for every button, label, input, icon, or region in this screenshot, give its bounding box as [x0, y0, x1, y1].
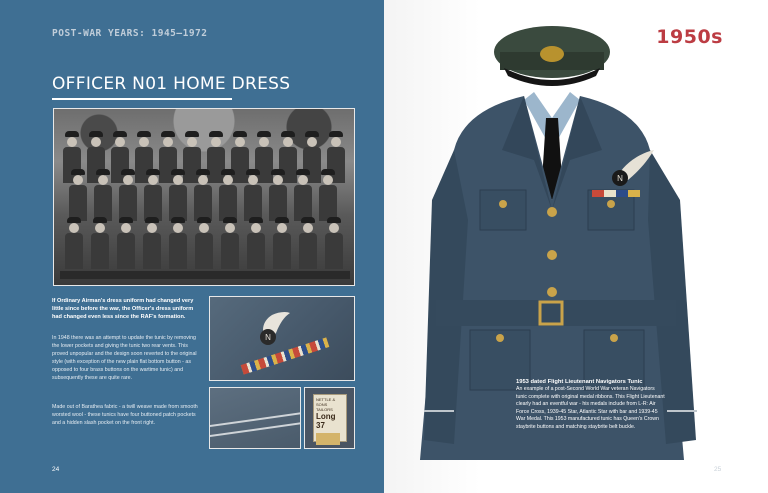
photo-officer [194, 217, 214, 269]
tailor-label-stamp [316, 433, 340, 445]
body-paragraph-1: In 1948 there was an attempt to update the tunic by removing the lower pockets and giving the tunic two rear vents. This proved unpopular and the design soon reverted to the original style (with exception of the new plain flat bottom button - as opposed to four brass buttons on the wartime tunic) and subsequently these are quite rare. [52, 335, 197, 381]
detail-photo-sleeve [209, 387, 301, 449]
photo-officer [268, 169, 288, 221]
page-number-left: 24 [52, 466, 60, 473]
photo-officer [143, 169, 163, 221]
era-badge: 1950s [656, 26, 723, 48]
svg-text:N: N [617, 174, 623, 183]
cuff-stripe-left [424, 410, 454, 412]
photo-officer [243, 169, 263, 221]
photo-officer [246, 217, 266, 269]
photo-officer [142, 217, 162, 269]
caption-title: 1953 dated Flight Lieutenant Navigators Tunic [516, 379, 643, 385]
photo-officer [298, 217, 318, 269]
tailor-label-size: Long 37 [316, 412, 336, 430]
svg-text:N: N [265, 333, 271, 342]
tailor-label [313, 394, 347, 442]
tailor-label-line-1: NETTLE & SONS [316, 397, 336, 407]
photo-officer [220, 217, 240, 269]
photo-officer [93, 169, 113, 221]
photo-officer [272, 217, 292, 269]
photo-officer [118, 169, 138, 221]
photo-officer [218, 169, 238, 221]
photo-officer [64, 217, 84, 269]
medal-ribbons-icon [592, 190, 640, 197]
photo-officer [168, 169, 188, 221]
caption-body: An example of a post-Second World War veteran Navigators tunic complete with original medal ribbons. This Flight Lieutenant clearly had an eventful war - his medals include from L-R: Air Force Cross, 1939-45 Star, Atlantic Star with bar and 1939-45 War Medal. This 1953 manufactured tunic has Queen's Crown staybrite buttons and matching staybrite belt buckle. [516, 386, 665, 430]
photo-officer [68, 169, 88, 221]
photo-officer [324, 217, 344, 269]
section-header: POST-WAR YEARS: 1945–1972 [52, 28, 208, 39]
page-number-right: 25 [714, 466, 722, 473]
photo-officer [90, 217, 110, 269]
navigator-wing-badge [258, 311, 292, 347]
group-photo [53, 108, 355, 286]
tunic-belt [436, 300, 676, 326]
photo-officer [116, 217, 136, 269]
tailor-label-line-2: TAILORS [316, 407, 333, 412]
breast-pocket-left [480, 190, 526, 230]
intro-text: If Ordinary Airman's dress uniform had changed very little since before the war, the Officer's dress uniform had changed even less since the RAF's formation. [52, 298, 194, 320]
photo-caption [516, 378, 666, 432]
photo-officer [193, 169, 213, 221]
detail-photo-tailor-label [304, 387, 355, 449]
cuff-stripe-right [667, 410, 697, 412]
photo-bench [60, 271, 350, 279]
photo-officer [318, 169, 338, 221]
peaked-cap [494, 26, 610, 86]
photo-officer [293, 169, 313, 221]
title-underline [52, 98, 232, 100]
right-page [384, 0, 768, 493]
detail-photo-wing-badge [209, 296, 355, 381]
photo-officer [168, 217, 188, 269]
body-paragraph-2: Made out of Barathea fabric - a twill weave made from smooth worsted wool - these tunics have four buttoned patch pockets and a hidden slash pocket on the front right. [52, 404, 198, 426]
page-title: OFFICER N01 HOME DRESS [52, 74, 291, 94]
